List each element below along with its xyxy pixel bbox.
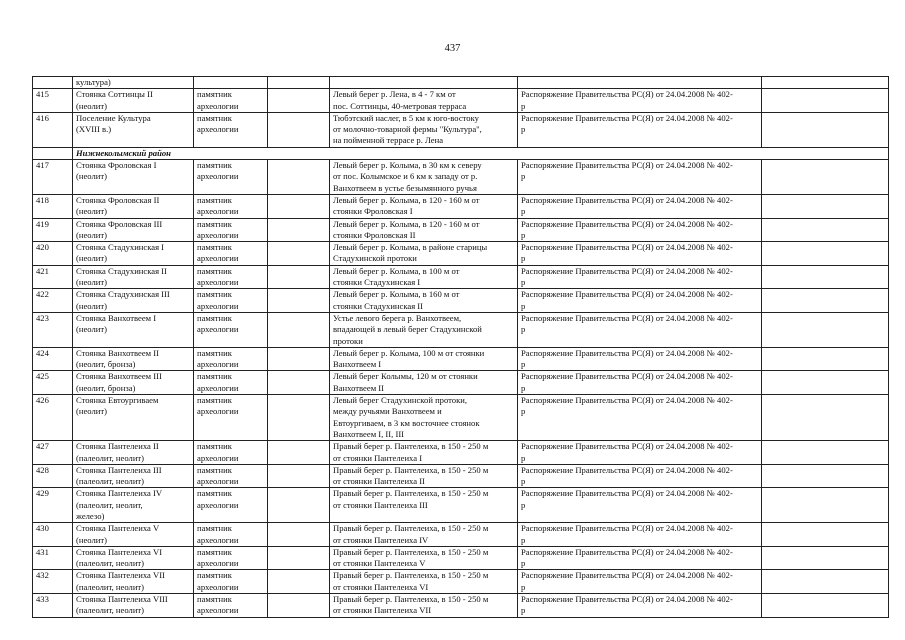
site-name: Стоянка Пантелеиха VI (палеолит, неолит) <box>73 546 194 570</box>
site-type: памятник археологии <box>194 523 268 547</box>
site-location: Левый берег р. Колыма, в 120 - 160 м от стоянки Фроловская I <box>330 194 518 218</box>
empty-cell <box>268 371 330 395</box>
empty-cell <box>268 523 330 547</box>
site-name: Стоянка Евтоургиваем (неолит) <box>73 395 194 441</box>
table-row <box>33 242 889 266</box>
district-name: Нижнеколымский район <box>73 147 889 159</box>
empty-cell <box>762 594 889 618</box>
site-location: Правый берег р. Пантелеиха, в 150 - 250 м от стоянки Пантелеиха IV <box>330 523 518 547</box>
table-row <box>33 265 889 289</box>
site-name: Стоянка Фроловская III (неолит) <box>73 218 194 242</box>
empty-cell <box>762 194 889 218</box>
empty-cell <box>762 395 889 441</box>
empty-cell <box>268 464 330 488</box>
empty-cell <box>762 441 889 465</box>
table-row <box>33 312 889 347</box>
empty-cell <box>762 218 889 242</box>
table-row <box>33 89 889 113</box>
site-type: памятник археологии <box>194 112 268 147</box>
site-name: Стоянка Ванхотвеем III (неолит, бронза) <box>73 371 194 395</box>
site-location: Правый берег р. Пантелеиха, в 150 - 250 м от стоянки Пантелеиха III <box>330 488 518 523</box>
site-location: Левый берег р. Колыма, в 30 км к северу от пос. Колымское и 6 км к западу от р. Ванхотвеем в устье безымянного ручья <box>330 160 518 195</box>
empty-cell <box>268 594 330 618</box>
row-number: 415 <box>33 89 73 113</box>
site-name: Стоянка Пантелеиха II (палеолит, неолит) <box>73 441 194 465</box>
empty-cell <box>268 77 330 89</box>
site-name: Стоянка Пантелеиха VIII (палеолит, неолит) <box>73 594 194 618</box>
registry-table-body <box>33 77 889 618</box>
site-location: Правый берег р. Пантелеиха, в 150 - 250 м от стоянки Пантелеиха II <box>330 464 518 488</box>
table-row <box>33 371 889 395</box>
empty-cell <box>268 242 330 266</box>
legal-document: Распоряжение Правительства РС(Я) от 24.04.2008 № 402- р <box>518 289 762 313</box>
site-type: памятник археологии <box>194 395 268 441</box>
site-location: Правый берег р. Пантелеиха, в 150 - 250 м от стоянки Пантелеиха VI <box>330 570 518 594</box>
legal-document: Распоряжение Правительства РС(Я) от 24.04.2008 № 402- р <box>518 464 762 488</box>
site-type: памятник археологии <box>194 464 268 488</box>
site-location: Левый берег Колымы, 120 м от стоянки Ванхотвеем II <box>330 371 518 395</box>
row-number: 427 <box>33 441 73 465</box>
table-row <box>33 347 889 371</box>
table-row <box>33 464 889 488</box>
empty-cell <box>762 242 889 266</box>
empty-cell <box>33 147 73 159</box>
legal-document: Распоряжение Правительства РС(Я) от 24.04.2008 № 402- р <box>518 546 762 570</box>
empty-cell <box>762 570 889 594</box>
site-location: Левый берег р. Колыма, в 100 м от стоянки Стадухинская I <box>330 265 518 289</box>
legal-document: Распоряжение Правительства РС(Я) от 24.04.2008 № 402- р <box>518 312 762 347</box>
site-location: Левый берег р. Колыма, в 120 - 160 м от стоянки Фроловская II <box>330 218 518 242</box>
empty-cell <box>762 464 889 488</box>
heritage-registry-table <box>32 76 889 618</box>
empty-cell <box>762 265 889 289</box>
continuation-row <box>33 77 889 89</box>
row-number: 421 <box>33 265 73 289</box>
site-type: памятник археологии <box>194 441 268 465</box>
row-number: 429 <box>33 488 73 523</box>
table-row <box>33 194 889 218</box>
table-row <box>33 160 889 195</box>
site-name: Стоянка Фроловская II (неолит) <box>73 194 194 218</box>
table-row <box>33 523 889 547</box>
empty-cell <box>762 347 889 371</box>
legal-document: Распоряжение Правительства РС(Я) от 24.04.2008 № 402- р <box>518 194 762 218</box>
district-header-row <box>33 147 889 159</box>
row-number: 430 <box>33 523 73 547</box>
site-type: памятник археологии <box>194 488 268 523</box>
site-type: памятник археологии <box>194 347 268 371</box>
site-type: памятник археологии <box>194 218 268 242</box>
row-number: 425 <box>33 371 73 395</box>
row-number: 422 <box>33 289 73 313</box>
site-name: Стоянка Пантелеиха III (палеолит, неолит) <box>73 464 194 488</box>
row-number: 433 <box>33 594 73 618</box>
site-location: Левый берег р. Колыма, в 160 м от стоянки Стадухинская II <box>330 289 518 313</box>
row-number <box>33 77 73 89</box>
legal-document: Распоряжение Правительства РС(Я) от 24.04.2008 № 402- р <box>518 395 762 441</box>
site-type: памятник археологии <box>194 89 268 113</box>
site-type: памятник археологии <box>194 371 268 395</box>
site-type: памятник археологии <box>194 265 268 289</box>
site-location: Левый берег р. Колыма, в районе старицы Стадухинской протоки <box>330 242 518 266</box>
table-row <box>33 289 889 313</box>
empty-cell <box>268 160 330 195</box>
site-type: памятник археологии <box>194 289 268 313</box>
table-row <box>33 441 889 465</box>
legal-document: Распоряжение Правительства РС(Я) от 24.04.2008 № 402- р <box>518 570 762 594</box>
site-name: культура) <box>73 77 194 89</box>
row-number: 428 <box>33 464 73 488</box>
site-name: Стоянка Стадухинская II (неолит) <box>73 265 194 289</box>
empty-cell <box>268 347 330 371</box>
empty-cell <box>762 523 889 547</box>
legal-document: Распоряжение Правительства РС(Я) от 24.04.2008 № 402- р <box>518 371 762 395</box>
row-number: 431 <box>33 546 73 570</box>
row-number: 423 <box>33 312 73 347</box>
empty-cell <box>762 160 889 195</box>
site-name: Стоянка Пантелеиха IV (палеолит, неолит, железо) <box>73 488 194 523</box>
table-row <box>33 594 889 618</box>
legal-document <box>518 77 762 89</box>
row-number: 417 <box>33 160 73 195</box>
site-name: Стоянка Пантелеиха V (неолит) <box>73 523 194 547</box>
legal-document: Распоряжение Правительства РС(Я) от 24.04.2008 № 402- р <box>518 347 762 371</box>
page-number: 437 <box>444 43 461 54</box>
table-row <box>33 112 889 147</box>
row-number: 419 <box>33 218 73 242</box>
site-type: памятник археологии <box>194 194 268 218</box>
site-name: Стоянка Фроловская I (неолит) <box>73 160 194 195</box>
empty-cell <box>268 89 330 113</box>
empty-cell <box>268 194 330 218</box>
site-location: Устье левого берега р. Ванхотвеем, впадающей в левый берег Стадухинской протоки <box>330 312 518 347</box>
empty-cell <box>762 77 889 89</box>
site-name: Стоянка Стадухинская III (неолит) <box>73 289 194 313</box>
table-row <box>33 218 889 242</box>
legal-document: Распоряжение Правительства РС(Я) от 24.04.2008 № 402- р <box>518 594 762 618</box>
legal-document: Распоряжение Правительства РС(Я) от 24.04.2008 № 402- р <box>518 112 762 147</box>
table-row <box>33 546 889 570</box>
site-name: Стоянка Стадухинская I (неолит) <box>73 242 194 266</box>
legal-document: Распоряжение Правительства РС(Я) от 24.04.2008 № 402- р <box>518 441 762 465</box>
site-location: Левый берег р. Лена, в 4 - 7 км от пос. Соттинцы, 40-метровая терраса <box>330 89 518 113</box>
legal-document: Распоряжение Правительства РС(Я) от 24.04.2008 № 402- р <box>518 488 762 523</box>
site-type <box>194 77 268 89</box>
empty-cell <box>762 546 889 570</box>
legal-document: Распоряжение Правительства РС(Я) от 24.04.2008 № 402- р <box>518 160 762 195</box>
site-type: памятник археологии <box>194 546 268 570</box>
table-row <box>33 570 889 594</box>
site-name: Стоянка Пантелеиха VII (палеолит, неолит) <box>73 570 194 594</box>
site-location: Правый берег р. Пантелеиха, в 150 - 250 м от стоянки Пантелеиха I <box>330 441 518 465</box>
empty-cell <box>268 395 330 441</box>
row-number: 416 <box>33 112 73 147</box>
row-number: 420 <box>33 242 73 266</box>
row-number: 418 <box>33 194 73 218</box>
site-location: Правый берег р. Пантелеиха, в 150 - 250 м от стоянки Пантелеиха VII <box>330 594 518 618</box>
site-location: Тюбэтский наслег, в 5 км к юго-востоку от молочно-товарной фермы "Культура", на пойменной террасе р. Лена <box>330 112 518 147</box>
site-type: памятник археологии <box>194 242 268 266</box>
site-type: памятник археологии <box>194 570 268 594</box>
site-name: Стоянка Ванхотвеем II (неолит, бронза) <box>73 347 194 371</box>
site-type: памятник археологии <box>194 312 268 347</box>
legal-document: Распоряжение Правительства РС(Я) от 24.04.2008 № 402- р <box>518 265 762 289</box>
empty-cell <box>268 112 330 147</box>
empty-cell <box>268 546 330 570</box>
empty-cell <box>268 289 330 313</box>
site-name: Поселение Культура (XVIII в.) <box>73 112 194 147</box>
site-name: Стоянка Ванхотвеем I (неолит) <box>73 312 194 347</box>
site-location: Правый берег р. Пантелеиха, в 150 - 250 м от стоянки Пантелеиха V <box>330 546 518 570</box>
empty-cell <box>268 441 330 465</box>
empty-cell <box>268 488 330 523</box>
site-type: памятник археологии <box>194 594 268 618</box>
empty-cell <box>762 312 889 347</box>
legal-document: Распоряжение Правительства РС(Я) от 24.04.2008 № 402- р <box>518 242 762 266</box>
table-row <box>33 488 889 523</box>
row-number: 432 <box>33 570 73 594</box>
empty-cell <box>762 112 889 147</box>
table-row <box>33 395 889 441</box>
row-number: 424 <box>33 347 73 371</box>
empty-cell <box>762 289 889 313</box>
empty-cell <box>762 89 889 113</box>
site-location: Левый берег р. Колыма, 100 м от стоянки Ванхотвеем I <box>330 347 518 371</box>
empty-cell <box>268 265 330 289</box>
site-name: Стоянка Соттинцы II (неолит) <box>73 89 194 113</box>
legal-document: Распоряжение Правительства РС(Я) от 24.04.2008 № 402- р <box>518 218 762 242</box>
row-number: 426 <box>33 395 73 441</box>
legal-document: Распоряжение Правительства РС(Я) от 24.04.2008 № 402- р <box>518 523 762 547</box>
legal-document: Распоряжение Правительства РС(Я) от 24.04.2008 № 402- р <box>518 89 762 113</box>
empty-cell <box>762 371 889 395</box>
empty-cell <box>268 312 330 347</box>
empty-cell <box>762 488 889 523</box>
site-type: памятник археологии <box>194 160 268 195</box>
empty-cell <box>268 570 330 594</box>
site-location: Левый берег Стадухинской протоки, между ручьями Ванхотвеем и Евтоургиваем, в 3 км восточнее стоянок Ванхотвеем I, II, III <box>330 395 518 441</box>
empty-cell <box>268 218 330 242</box>
site-location <box>330 77 518 89</box>
